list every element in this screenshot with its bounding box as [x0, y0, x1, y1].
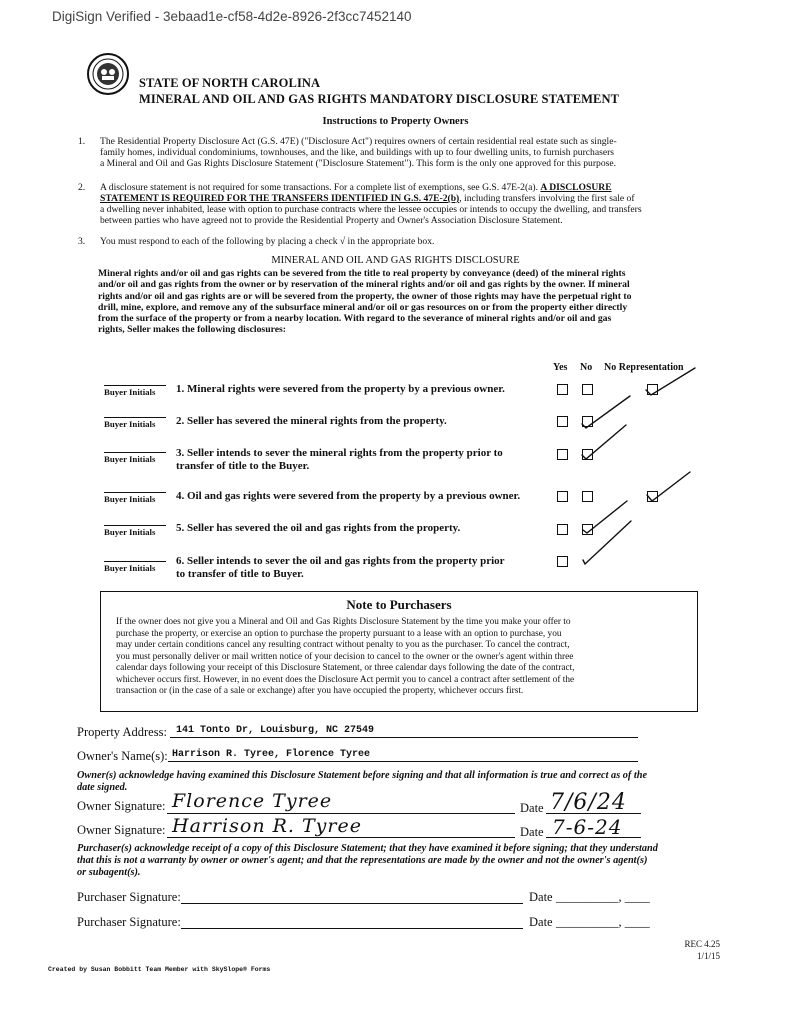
owner-ack-line: Owner(s) acknowledge having examined this Disclosure Statement before signing and that all information is true and correct as of the — [77, 770, 648, 781]
owner-2-signature[interactable]: Harrison R. Tyree — [172, 815, 362, 837]
state-seal-icon — [86, 52, 130, 96]
rec-code: REC 4.25 — [684, 939, 720, 949]
note-line: whichever occurs first. However, in no event does the Disclosure Act permit you to cancel a contract after settlement of the — [116, 674, 575, 685]
instruction-2-line: a dwelling never inhabited, lease with option to purchase contracts where the lessee occupies or intends to occupy the dwelling, and transfers — [100, 204, 642, 215]
buyer-initials-line[interactable] — [104, 557, 166, 562]
q1-no-checkbox[interactable] — [582, 384, 593, 395]
item-2-number: 2. — [78, 182, 86, 193]
disclosure-required-text: A DISCLOSURE — [540, 182, 612, 193]
buyer-initials-label: Buyer Initials — [104, 454, 156, 464]
buyer-initials-line[interactable] — [104, 448, 166, 453]
rev-date: 1/1/15 — [696, 951, 720, 961]
question-3-line: 3. Seller intends to sever the mineral rights from the property prior to — [176, 447, 503, 459]
q3-yes-checkbox[interactable] — [557, 449, 568, 460]
question-row — [104, 488, 166, 502]
instruction-item-2 — [100, 182, 642, 226]
rights-disclosure-heading: MINERAL AND OIL AND GAS RIGHTS DISCLOSURE — [271, 255, 520, 266]
buyer-initials-label: Buyer Initials — [104, 419, 156, 429]
question-4-text: 4. Oil and gas rights were severed from the property by a previous owner. — [176, 490, 521, 502]
owner-signature-line — [167, 813, 515, 814]
rights-line: and/or oil and gas rights from the owner or by reservation of the mineral rights and/or oil and gas rights by the owner. If mineral — [98, 279, 630, 291]
note-line: transaction or (in the case of a sale or exchange) after you have occupied the property, whichever occurs first. — [116, 686, 524, 696]
purchaser-ack-line: that this is not a warranty by owner or owner's agent; and that the representations are made by the owner and not the owner's agent(s) — [77, 855, 648, 866]
owner-2-date[interactable]: 7-6-24 — [552, 815, 623, 839]
q1-no-representation-checkbox[interactable] — [647, 384, 658, 395]
state-heading: STATE OF NORTH CAROLINA — [139, 76, 321, 90]
rights-line: from the surface of the property or from a nearby location. With regard to the severance of mineral rights and/or oil and gas — [98, 313, 612, 325]
buyer-initials-line[interactable] — [104, 413, 166, 418]
owner-2-date-label: Date — [520, 825, 544, 839]
note-line: purchase the property, or exercise an option to purchase the property pursuant to a lease with an option to purchase, you — [116, 628, 562, 639]
transfers-identified-text: STATEMENT IS REQUIRED FOR THE TRANSFERS IDENTIFIED IN G.S. 47E-2(b) — [100, 193, 460, 204]
buyer-initials-label: Buyer Initials — [104, 563, 156, 573]
column-no: No — [580, 362, 593, 373]
question-5-text: 5. Seller has severed the oil and gas rights from the property. — [176, 522, 461, 534]
purchaser-ack-line: or subagent(s). — [77, 867, 141, 878]
question-row — [104, 448, 166, 462]
owner-names-label: Owner's Name(s): — [77, 749, 168, 763]
buyer-initials-line[interactable] — [104, 488, 166, 493]
instruction-1-line: The Residential Property Disclosure Act (G.S. 47E) ("Disclosure Act") requires owners of certain residential real estate such as single- — [100, 136, 617, 147]
purchaser-1-date-field[interactable]: __________, ____ — [556, 890, 650, 904]
question-row — [104, 557, 166, 571]
owner-signature-line — [167, 837, 515, 838]
note-line: may under certain conditions cancel any resulting contract without penalty to you as the purchaser. To cancel the contract, — [116, 640, 570, 650]
instructions-heading: Instructions to Property Owners — [322, 116, 469, 127]
note-body — [116, 617, 575, 698]
owner-signature-label: Owner Signature: — [77, 799, 166, 813]
question-3-text — [176, 447, 503, 473]
column-yes: Yes — [553, 362, 568, 373]
note-title: Note to Purchasers — [346, 597, 452, 612]
footer-credit: Created by Susan Bobbitt Team Member with SkySlope® Forms — [48, 966, 271, 973]
digisign-banner: DigiSign Verified - 3ebaad1e-cf58-4d2e-8926-2f3cc7452140 — [52, 9, 412, 24]
q1-yes-checkbox[interactable] — [557, 384, 568, 395]
question-2-text: 2. Seller has severed the mineral rights from the property. — [176, 415, 447, 427]
rights-line: rights, Seller makes the following disclosures: — [98, 324, 287, 336]
q3-no-checkbox[interactable] — [582, 449, 593, 460]
purchaser-signature-label: Purchaser Signature: — [77, 915, 181, 929]
buyer-initials-label: Buyer Initials — [104, 387, 156, 397]
owner-1-date[interactable]: 7/6/24 — [550, 790, 627, 815]
buyer-initials-line[interactable] — [104, 521, 166, 526]
q4-yes-checkbox[interactable] — [557, 491, 568, 502]
q5-no-checkbox[interactable] — [582, 524, 593, 535]
owner-1-signature[interactable]: Florence Tyree — [172, 790, 333, 812]
property-address-field[interactable]: 141 Tonto Dr, Louisburg, NC 27549 — [176, 725, 375, 736]
q2-no-checkbox[interactable] — [582, 416, 593, 427]
instruction-item-3: You must respond to each of the following by placing a check √ in the appropriate box. — [100, 236, 435, 247]
instruction-2-text: , including transfers involving the first sale of — [459, 193, 635, 204]
note-line: you must personally deliver or mail written notice of your decision to cancel to the owner or the owner's agent within three — [116, 651, 574, 662]
item-3-number: 3. — [78, 236, 86, 247]
buyer-initials-line[interactable] — [104, 381, 166, 386]
purchaser-1-signature-line[interactable] — [181, 903, 523, 904]
instruction-2-text: A disclosure statement is not required for some transactions. For a complete list of exemptions, see G.S. 47E-2(a). — [100, 182, 539, 193]
question-6-line: to transfer of title to Buyer. — [176, 568, 304, 580]
owner-names-field[interactable]: Harrison R. Tyree, Florence Tyree — [172, 749, 371, 760]
rights-line: drill, mine, explore, and remove any of the subsurface mineral and/or oil or gas resources on or from the property either directly — [98, 301, 628, 313]
property-address-line — [170, 737, 638, 738]
note-line: If the owner does not give you a Mineral and Oil and Gas Rights Disclosure Statement by the time you make your offer to — [116, 617, 571, 627]
instruction-item-1 — [100, 136, 617, 169]
question-row — [104, 413, 166, 427]
owner-names-line — [168, 761, 638, 762]
instruction-1-line: a Mineral and Oil and Gas Rights Disclosure Statement ("Disclosure Statement"). This form is the only one approved for this purpose. — [100, 158, 617, 169]
item-1-number: 1. — [78, 136, 86, 147]
owner-ack-line: date signed. — [77, 782, 128, 793]
rights-line: rights and/or oil and gas rights are or will be severed from the property, the owner of those rights may have the perpetual right to — [98, 290, 632, 302]
buyer-initials-label: Buyer Initials — [104, 494, 156, 504]
purchaser-2-signature-line[interactable] — [181, 928, 523, 929]
q5-yes-checkbox[interactable] — [557, 524, 568, 535]
buyer-initials-label: Buyer Initials — [104, 527, 156, 537]
purchaser-ack-line: Purchaser(s) acknowledge receipt of a copy of this Disclosure Statement; that they have examined it before signing; that they understand — [77, 843, 658, 854]
question-row — [104, 521, 166, 535]
property-address-label: Property Address: — [77, 725, 167, 739]
q6-yes-checkbox[interactable] — [557, 556, 568, 567]
form-title: MINERAL AND OIL AND GAS RIGHTS MANDATORY DISCLOSURE STATEMENT — [139, 92, 620, 106]
rights-paragraph — [98, 268, 631, 336]
question-6-text — [176, 555, 505, 581]
question-3-line: transfer of title to the Buyer. — [176, 460, 310, 472]
q4-no-representation-checkbox[interactable] — [647, 491, 658, 502]
purchaser-signature-label: Purchaser Signature: — [77, 890, 181, 904]
q4-no-checkbox[interactable] — [582, 491, 593, 502]
owner-signature-label: Owner Signature: — [77, 823, 166, 837]
column-no-representation: No Representation — [604, 362, 684, 373]
q2-yes-checkbox[interactable] — [557, 416, 568, 427]
question-1-text: 1. Mineral rights were severed from the property by a previous owner. — [176, 383, 505, 395]
note-line: calendar days following your receipt of this Disclosure Statement, or three calendar days following the date of the contract, — [116, 663, 575, 673]
rights-line: Mineral rights and/or oil and gas rights can be severed from the title to real property by conveyance (deed) of the mineral rights — [98, 268, 626, 279]
question-row — [104, 381, 166, 395]
purchaser-acknowledgment — [77, 843, 658, 879]
instruction-2-line: between parties who have agreed not to provide the Residential Property and Owner's Association Disclosure Statement. — [100, 215, 563, 226]
purchaser-1-date-label: Date — [529, 890, 553, 904]
purchaser-2-date-field[interactable]: __________, ____ — [556, 915, 650, 929]
owner-1-date-label: Date — [520, 801, 544, 815]
form-code — [650, 938, 720, 962]
purchaser-2-date-label: Date — [529, 915, 553, 929]
question-6-line: 6. Seller intends to sever the oil and gas rights from the property prior — [176, 555, 505, 567]
instruction-1-line: family homes, individual condominiums, townhouses, and the like, and buildings with up to four dwelling units, to furnish purchasers — [100, 147, 615, 158]
